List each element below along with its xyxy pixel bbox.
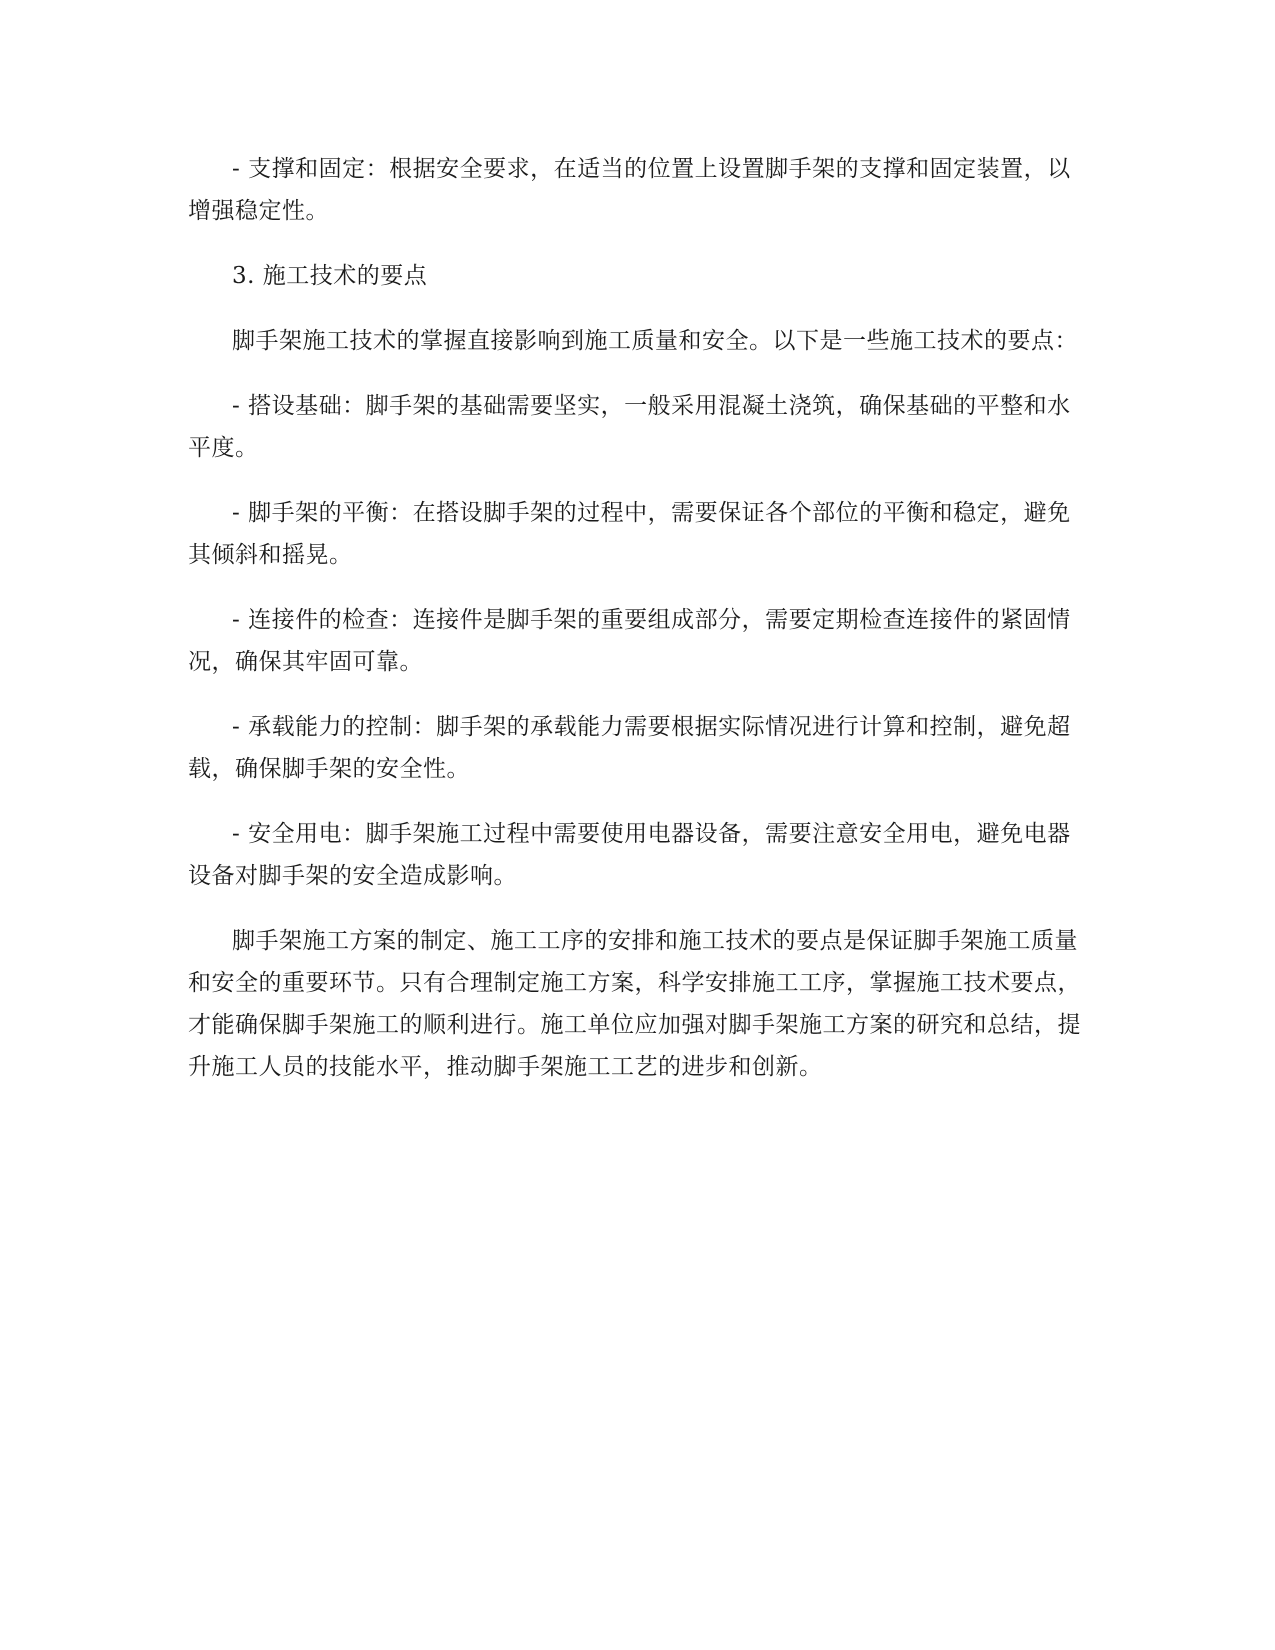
bullet-load-capacity: - 承载能力的控制：脚手架的承载能力需要根据实际情况进行计算和控制，避免超载，确保脚手架的安全性。 bbox=[188, 714, 1071, 782]
document-body bbox=[188, 148, 1093, 1111]
paragraph-technique-intro: 脚手架施工技术的掌握直接影响到施工质量和安全。以下是一些施工技术的要点： bbox=[232, 328, 1078, 354]
bullet-foundation: - 搭设基础：脚手架的基础需要坚实，一般采用混凝土浇筑，确保基础的平整和水平度。 bbox=[188, 393, 1071, 461]
section-heading-construction-technique: 3. 施工技术的要点 bbox=[232, 263, 428, 289]
bullet-support-and-fixing: - 支撑和固定：根据安全要求，在适当的位置上设置脚手架的支撑和固定装置，以增强稳定性。 bbox=[188, 156, 1071, 224]
bullet-connector-inspection: - 连接件的检查：连接件是脚手架的重要组成部分，需要定期检查连接件的紧固情况，确保其牢固可靠。 bbox=[188, 607, 1071, 675]
bullet-electrical-safety: - 安全用电：脚手架施工过程中需要使用电器设备，需要注意安全用电，避免电器设备对脚手架的安全造成影响。 bbox=[188, 821, 1071, 889]
paragraph-conclusion: 脚手架施工方案的制定、施工工序的安排和施工技术的要点是保证脚手架施工质量和安全的重要环节。只有合理制定施工方案，科学安排施工工序，掌握施工技术要点，才能确保脚手架施工的顺利进行。施工单位应加强对脚手架施工方案的研究和总结，提升施工人员的技能水平，推动脚手架施工工艺的进步和创新。 bbox=[188, 928, 1081, 1080]
bullet-balance: - 脚手架的平衡：在搭设脚手架的过程中，需要保证各个部位的平衡和稳定，避免其倾斜和摇晃。 bbox=[188, 500, 1071, 568]
